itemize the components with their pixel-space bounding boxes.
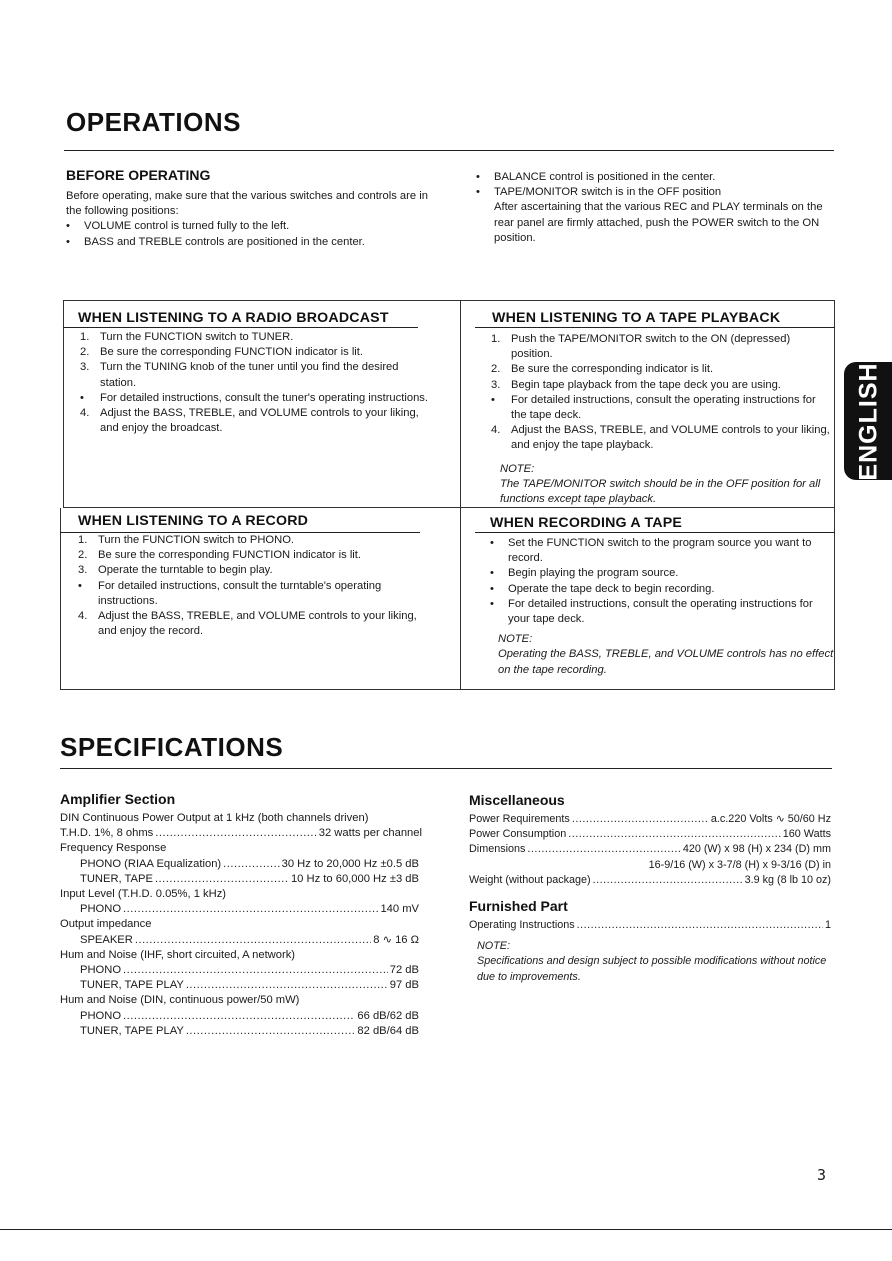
recording-heading: WHEN RECORDING A TAPE: [490, 515, 683, 531]
tape-playback-note-label: NOTE:: [500, 462, 535, 475]
before-bullet-balance: • BALANCE control is positioned in the center.: [476, 170, 838, 185]
power-requirements-row: Power Requirements ..... a.c.220 Volts ∿ 50/60 Hz: [469, 812, 831, 827]
tuner-din-row: TUNER, TAPE PLAY ..... 82 dB/64 dB: [60, 1024, 422, 1039]
speaker-row: SPEAKER ..... 8 ∿ 16 Ω: [60, 933, 422, 948]
thd-row: T.H.D. 1%, 8 ohms ..... 32 watts per channel: [60, 826, 422, 841]
recording-note-label: NOTE:: [498, 633, 533, 646]
radio-steps: [80, 330, 428, 436]
tape-playback-step-1: 1. Push the TAPE/MONITOR switch to the ON (depressed) position.: [491, 333, 791, 361]
language-tab-label-wrap: [846, 361, 892, 481]
operations-title: OPERATIONS: [66, 107, 241, 137]
page-number: 3: [817, 1166, 827, 1184]
before-bullet-bass-treble: • BASS and TREBLE controls are positioned in the center.: [66, 235, 446, 250]
recording-bullet-4: • For detailed instructions, consult the operating instructions for your tape deck.: [490, 597, 834, 627]
before-operating-heading: BEFORE OPERATING: [66, 167, 211, 183]
output-impedance-label: Output impedance: [60, 918, 152, 931]
operations-box-divider: [460, 300, 461, 690]
recording-bullet-3: • Operate the tape deck to begin recording.: [490, 582, 834, 597]
furnished-note: Specifications and design subject to possible modifications without notice due to improvements.: [477, 955, 827, 983]
record-step-4: 4. Adjust the BASS, TREBLE, and VOLUME controls to your liking, and enjoy the record.: [78, 610, 417, 638]
tape-playback-heading: WHEN LISTENING TO A TAPE PLAYBACK: [492, 310, 781, 326]
phono-riaa-row: PHONO (RIAA Equalization) ..... 30 Hz to 20,000 Hz ±0.5 dB: [60, 857, 422, 872]
radio-step-1: 1. Turn the FUNCTION switch to TUNER.: [80, 331, 294, 343]
tape-playback-step-4: 4. Adjust the BASS, TREBLE, and VOLUME controls to your liking, and enjoy the tape playback.: [491, 424, 830, 452]
phono-din-row: PHONO ..... 66 dB/62 dB: [60, 1009, 422, 1024]
input-level-label: Input Level (T.H.D. 0.05%, 1 kHz): [60, 888, 227, 901]
footer-rule: [0, 1229, 892, 1230]
recording-note: Operating the BASS, TREBLE, and VOLUME controls has no effect on the tape recording.: [498, 648, 834, 676]
furnished-section: [469, 898, 831, 985]
record-bullet: • For detailed instructions, consult the turntable's operating instructions.: [78, 579, 428, 609]
record-step-3: 3. Operate the turntable to begin play.: [78, 564, 273, 577]
radio-step-3: 3. Turn the TUNING knob of the tuner until you find the desired station.: [80, 361, 399, 389]
tuner-ihf-row: TUNER, TAPE PLAY ..... 97 dB: [60, 978, 422, 993]
language-tab-label: ENGLISH: [854, 361, 883, 481]
hum-ihf-label: Hum and Noise (IHF, short circuited, A network): [60, 948, 296, 961]
furnished-heading: Furnished Part: [469, 898, 568, 914]
tape-playback-steps: [491, 332, 833, 507]
dimensions-inch: 16-9/16 (W) x 3-7/8 (H) x 9-3/16 (D) in: [648, 858, 831, 871]
din-output-label: DIN Continuous Power Output at 1 kHz (both channels driven): [60, 812, 369, 824]
record-section: [78, 513, 418, 529]
before-operating-after: After ascertaining that the various REC and PLAY terminals on the rear panel are firmly attached, push the POWER switch to the ON position.: [494, 201, 823, 244]
freq-response-label: Frequency Response: [60, 842, 167, 855]
recording-bullet-2: • Begin playing the program source.: [490, 566, 834, 581]
tuner-tape-row: TUNER, TAPE ..... 10 Hz to 60,000 Hz ±3 dB: [60, 872, 422, 887]
before-operating-right-column: [476, 170, 838, 246]
tape-playback-bullet: • For detailed instructions, consult the operating instructions for the tape deck.: [491, 393, 833, 423]
phono-ihf-row: PHONO ..... 72 dB: [60, 963, 422, 978]
operations-rule: [64, 150, 834, 151]
record-step-1: 1. Turn the FUNCTION switch to PHONO.: [78, 534, 295, 546]
record-step-2: 2. Be sure the corresponding FUNCTION indicator is lit.: [78, 549, 362, 562]
specifications-title: SPECIFICATIONS: [60, 732, 284, 762]
radio-heading-rule: [63, 327, 418, 328]
recording-heading-rule: [475, 532, 835, 533]
recording-steps: [490, 536, 834, 678]
dimensions-row: Dimensions ..... 420 (W) x 98 (H) x 234 (D) mm: [469, 842, 831, 857]
before-bullet-volume: • VOLUME control is turned fully to the left.: [66, 219, 446, 234]
specifications-rule: [60, 768, 832, 769]
radio-bullet: • For detailed instructions, consult the tuner's operating instructions.: [80, 391, 428, 406]
operating-instructions-row: Operating Instructions ..... 1: [469, 918, 831, 933]
phono-input-row: PHONO ..... 140 mV: [60, 902, 422, 917]
tape-playback-step-3: 3. Begin tape playback from the tape deck you are using.: [491, 378, 781, 391]
record-steps: [78, 533, 428, 639]
misc-heading: Miscellaneous: [469, 792, 565, 808]
tape-playback-heading-rule: [475, 327, 835, 328]
record-heading: WHEN LISTENING TO A RECORD: [78, 513, 309, 529]
before-operating-section: [66, 167, 446, 250]
furnished-note-label: NOTE:: [477, 940, 510, 953]
radio-step-4: 4. Adjust the BASS, TREBLE, and VOLUME controls to your liking, and enjoy the broadcast.: [80, 407, 419, 435]
amplifier-section: [60, 791, 422, 1039]
tape-playback-step-2: 2. Be sure the corresponding indicator is lit.: [491, 363, 714, 376]
misc-section: [469, 792, 831, 888]
before-operating-intro: Before operating, make sure that the various switches and controls are in the following positions:: [66, 190, 428, 218]
power-consumption-row: Power Consumption ..... 160 Watts: [469, 827, 831, 842]
tape-playback-note: The TAPE/MONITOR switch should be in the OFF position for all functions except tape playback.: [500, 477, 821, 506]
radio-section: [78, 310, 420, 326]
weight-row: Weight (without package) ..... 3.9 kg (8 lb 10 oz): [469, 873, 831, 888]
before-bullet-tape-monitor: • TAPE/MONITOR switch is in the OFF position: [476, 185, 838, 200]
hum-din-label: Hum and Noise (DIN, continuous power/50 mW): [60, 994, 300, 1007]
tape-playback-section: [492, 310, 830, 326]
radio-step-2: 2. Be sure the corresponding FUNCTION indicator is lit.: [80, 346, 364, 359]
radio-heading: WHEN LISTENING TO A RADIO BROADCAST: [78, 310, 389, 326]
recording-bullet-1: • Set the FUNCTION switch to the program source you want to record.: [490, 536, 834, 566]
recording-section: [490, 515, 828, 531]
amplifier-heading: Amplifier Section: [60, 791, 176, 807]
